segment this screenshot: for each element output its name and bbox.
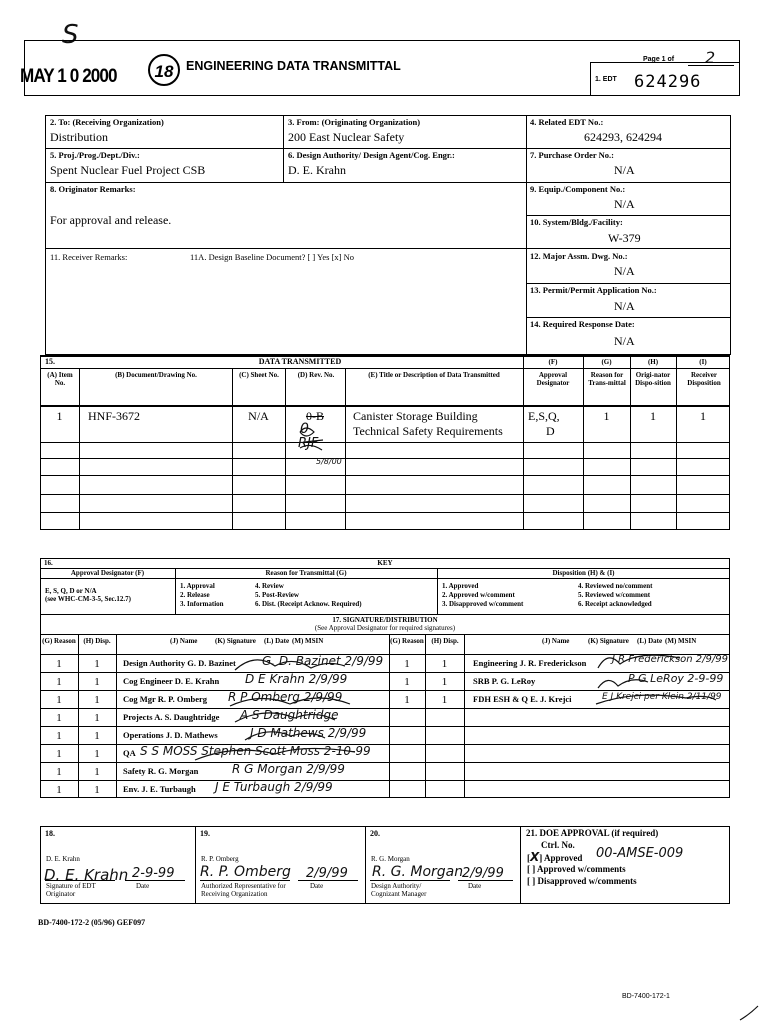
signature-subtitle: (See Approval Designator for required signatures) — [314, 624, 456, 632]
section-20-signature: R. G. Morgan — [372, 864, 464, 880]
signature-scrawl-right-1 — [598, 655, 680, 668]
form-number: BD-7400-172-2 (05/96) GEF097 — [38, 918, 146, 927]
section-19-signature-label: Authorized Representative for Receiving Organization — [201, 882, 286, 898]
related-edt-value: 624293, 624294 — [584, 130, 662, 144]
key-reason-1: 1. Approval — [180, 582, 215, 590]
project-label: 5. Proj./Prog./Dept./Div.: — [50, 150, 140, 160]
sig-disp: 1 — [94, 784, 100, 796]
edt-number: 624296 — [634, 72, 702, 92]
approved-checkbox-label: [X] Approved — [527, 850, 583, 864]
sig-header-signature-right: (K) Signature — [588, 637, 629, 645]
corner-pen-stroke — [740, 1006, 758, 1020]
sig-header-date-right: (L) Date — [637, 637, 663, 645]
section-16-number: 16. — [44, 559, 53, 567]
sig-disp: 1 — [94, 676, 100, 688]
key-disposition-4: 4. Reviewed no/comment — [578, 582, 653, 590]
sig-name: Design Authority G. D. Bazinet — [123, 658, 236, 668]
signature-scrawl-right-2 — [598, 680, 648, 688]
col-letter-i: (I) — [699, 358, 707, 366]
stamp-mark: S — [62, 20, 79, 50]
row-title-line-2: Technical Safety Requirements — [353, 424, 503, 438]
sig-handwriting: R G Morgan 2/9/99 — [232, 762, 345, 776]
key-reason-4: 4. Review — [255, 582, 284, 590]
section-18-signature: D. E. Krahn — [44, 866, 129, 884]
section-19-signature: R. P. Omberg — [200, 864, 291, 880]
sig-header-signature-left: (K) Signature — [215, 637, 256, 645]
row-rev-handwritten: 0 — [300, 421, 309, 437]
section-20-number: 20. — [370, 829, 380, 838]
signature-scrawl-1 — [235, 660, 345, 670]
sig-reason: 1 — [56, 694, 62, 706]
sig-disp: 1 — [94, 694, 100, 706]
sig-handwriting: J E Turbaugh 2/9/99 — [215, 780, 333, 794]
row-item: 1 — [56, 409, 63, 423]
from-label: 3. From: (Originating Organization) — [288, 117, 421, 127]
section-19-number: 19. — [200, 829, 210, 838]
section-20-date: 2/9/99 — [462, 866, 504, 881]
row-sheet: N/A — [248, 409, 269, 423]
sig-disp: 1 — [94, 730, 100, 742]
sig-name: Env. J. E. Turbaugh — [123, 784, 196, 794]
sig-name: Cog Mgr R. P. Omberg — [123, 694, 208, 704]
sig-header-reason-left: (G) Reason — [42, 637, 76, 645]
sig-disp: 1 — [441, 694, 448, 706]
col-header-receiver-disp: Receiver Disposition — [687, 371, 721, 387]
sig-header-name-left: (J) Name — [170, 637, 198, 645]
data-transmitted-title: DATA TRANSMITTED — [258, 357, 342, 366]
section-19-date: 2/9/99 — [306, 866, 348, 881]
section-15-number: 15. — [45, 357, 55, 366]
sig-header-msin-left: (M) MSIN — [292, 637, 324, 645]
section-18-date: 2-9-99 — [132, 866, 175, 881]
key-reason-2: 2. Release — [180, 591, 210, 599]
section-20-date-label: Date — [468, 882, 482, 890]
sig-handwriting: R P Omberg 2/9/99 — [228, 690, 343, 704]
col-header-item: (A) Item No. — [47, 371, 73, 387]
section-18-number: 18. — [45, 829, 55, 838]
key-col-disposition-title: Disposition (H) & (I) — [552, 569, 615, 577]
major-assembly-label: 12. Major Assm. Dwg. No.: — [530, 251, 628, 261]
from-value: 200 East Nuclear Safety — [288, 130, 405, 144]
col-header-sheet: (C) Sheet No. — [239, 371, 279, 379]
sig-disp: 1 — [94, 748, 100, 760]
design-baseline-label: 11A. Design Baseline Document? [ ] Yes [x] No — [190, 252, 354, 262]
sig-reason: 1 — [56, 730, 62, 742]
sig-reason: 1 — [56, 658, 62, 670]
design-authority-value: D. E. Krahn — [288, 163, 346, 177]
col-header-originator-disp: Origi-nator Dispo-sition — [635, 371, 671, 387]
signature-scrawl-4 — [235, 713, 335, 722]
sig-handwriting: P G LeRoy 2-9-99 — [628, 672, 724, 685]
design-authority-label: 6. Design Authority/ Design Agent/Cog. Engr.: — [288, 150, 455, 160]
col-header-doc: (B) Document/Drawing No. — [115, 371, 197, 379]
permit-label: 13. Permit/Permit Application No.: — [530, 285, 657, 295]
key-disposition-2: 2. Approved w/comment — [442, 591, 515, 599]
key-disposition-5: 5. Reviewed w/comment — [578, 591, 651, 599]
sig-header-reason-right: (G) Reason — [390, 637, 424, 645]
purchase-order-label: 7. Purchase Order No.: — [530, 150, 614, 160]
col-header-reason: Reason for Trans-mittal — [588, 371, 626, 387]
sig-name: SRB P. G. LeRoy — [473, 676, 536, 686]
row-approval-designator: E,S,Q, — [528, 409, 560, 423]
major-assembly-value: N/A — [614, 264, 635, 278]
row-rev: 0-B — [306, 409, 324, 423]
sig-handwriting: A S Daughtridge — [240, 708, 339, 722]
col-header-title: (E) Title or Description of Data Transmitted — [368, 371, 500, 379]
received-date-stamp: MAY 1 0 2000 — [20, 66, 117, 87]
col-letter-h: (H) — [647, 358, 659, 366]
system-value: W-379 — [608, 231, 641, 245]
sig-name: QA — [123, 748, 136, 758]
sig-reason: 1 — [404, 658, 410, 670]
rev-strike-loop — [300, 428, 323, 450]
disapproved-with-comments-label: [ ] Disapproved w/comments — [527, 876, 637, 886]
sig-reason: 1 — [56, 676, 62, 688]
page-label: Page 1 of — [643, 56, 675, 63]
equipment-label: 9. Equip./Component No.: — [530, 184, 626, 194]
sig-handwriting: G. D. Bazinet 2/9/99 — [262, 654, 384, 668]
sig-reason: 1 — [56, 784, 62, 796]
section-18-name: D. E. Krahn — [46, 855, 80, 863]
sig-header-date-left: (L) Date — [264, 637, 290, 645]
col-letter-g: (G) — [601, 358, 612, 366]
sig-name: FDH ESH & Q E. J. Krejci — [473, 694, 572, 704]
sig-handwriting: E J Krejci per Klein 2/11/99 — [602, 692, 722, 702]
sig-reason: 1 — [56, 748, 62, 760]
sig-name: Safety R. G. Morgan — [123, 766, 199, 776]
signature-scrawl-right-3 — [596, 695, 716, 704]
sig-reason: 1 — [404, 694, 410, 706]
key-col-approval-title: Approval Designator (F) — [70, 569, 145, 577]
sig-header-disp-right: (H) Disp. — [431, 637, 459, 645]
sig-header-name-right: (J) Name — [542, 637, 570, 645]
sig-disp: 1 — [94, 712, 100, 724]
sig-name: Operations J. D. Mathews — [123, 730, 218, 740]
equipment-value: N/A — [614, 197, 635, 211]
sig-disp: 1 — [441, 658, 448, 670]
project-value: Spent Nuclear Fuel Project CSB — [50, 163, 206, 177]
response-date-label: 14. Required Response Date: — [530, 319, 635, 329]
key-designator-line-1: E, S, Q, D or N/A — [45, 587, 97, 595]
permit-value: N/A — [614, 299, 635, 313]
sig-handwriting: J R Frederickson 2/9/99 — [612, 654, 728, 665]
section-18-signature-label: Signature of EDT Originator — [46, 882, 96, 898]
row-originator-disposition: 1 — [650, 409, 656, 423]
doe-approval-label: 21. DOE APPROVAL (if required) — [526, 828, 659, 838]
page-total: 2 — [705, 48, 716, 67]
signature-scrawl-6 — [195, 748, 355, 760]
sig-handwriting: D E Krahn 2/9/99 — [245, 672, 348, 686]
to-value: Distribution — [50, 130, 109, 144]
signature-scrawl-5 — [245, 732, 325, 740]
sig-header-msin-right: (M) MSIN — [665, 637, 697, 645]
row-receiver-disposition: 1 — [700, 409, 706, 423]
row-title-line-1: Canister Storage Building — [353, 409, 478, 423]
key-disposition-6: 6. Receipt acknowledged — [578, 600, 652, 608]
response-date-value: N/A — [614, 334, 635, 348]
signature-scrawl-3 — [230, 698, 350, 706]
receiver-remarks-label: 11. Receiver Remarks: — [50, 252, 128, 262]
ctrl-number-label: Ctrl. No. — [541, 840, 575, 850]
purchase-order-value: N/A — [614, 163, 635, 177]
originator-remarks-value: For approval and release. — [50, 213, 172, 227]
section-18-date-label: Date — [136, 882, 150, 890]
to-label: 2. To: (Receiving Organization) — [50, 117, 164, 127]
row-doc-number: HNF-3672 — [88, 409, 141, 423]
row-reason: 1 — [603, 409, 610, 423]
section-20-signature-label: Design Authority/ Cognizant Manager — [371, 882, 427, 898]
stamp-number: 18 — [154, 62, 174, 81]
sig-reason: 1 — [404, 676, 410, 688]
sig-header-disp-left: (H) Disp. — [83, 637, 111, 645]
key-reason-5: 5. Post-Review — [255, 591, 299, 599]
sig-disp: 1 — [94, 766, 100, 778]
row-rev-date: 5/8/00 — [316, 457, 342, 466]
section-20-name: R. G. Morgan — [371, 855, 410, 863]
col-header-approval: Approval Designator — [536, 371, 570, 387]
sig-reason: 1 — [56, 712, 62, 724]
signature-title: 17. SIGNATURE/DISTRIBUTION — [332, 616, 438, 624]
originator-remarks-label: 8. Originator Remarks: — [50, 184, 136, 194]
col-letter-f: (F) — [548, 358, 558, 366]
section-19-date-label: Date — [310, 882, 324, 890]
key-disposition-3: 3. Disapproved w/comment — [442, 600, 524, 608]
sig-disp: 1 — [94, 658, 100, 670]
section-19-name: R. P. Omberg — [201, 855, 239, 863]
key-title: KEY — [377, 559, 393, 567]
sig-name: Cog Engineer D. E. Krahn — [123, 676, 220, 686]
edt-label: 1. EDT — [595, 76, 617, 83]
row-approval-designator-2: D — [546, 424, 555, 438]
sig-reason: 1 — [56, 766, 62, 778]
page-title: ENGINEERING DATA TRANSMITTAL — [186, 59, 401, 73]
row-rev-initials: RJF — [298, 436, 319, 451]
form-number-right: BD-7400-172-1 — [622, 993, 670, 1000]
approved-label: Approved — [544, 853, 583, 863]
sig-name: Projects A. S. Daughtridge — [123, 712, 220, 722]
col-header-rev: (D) Rev. No. — [297, 371, 335, 379]
key-disposition-1: 1. Approved — [442, 582, 479, 590]
system-label: 10. System/Bldg./Facility: — [530, 217, 623, 227]
key-reason-3: 3. Information — [180, 600, 224, 608]
approved-control-number: 00-AMSE-009 — [596, 846, 684, 861]
key-col-reason-title: Reason for Transmittal (G) — [265, 569, 347, 577]
key-designator-line-2: (see WHC-CM-3-5, Sec.12.7) — [45, 595, 131, 603]
approved-with-comments-label: [ ] Approved w/comments — [527, 864, 626, 874]
key-reason-6: 6. Dist. (Receipt Acknow. Required) — [255, 600, 362, 608]
sig-name: Engineering J. R. Frederickson — [473, 658, 587, 668]
sig-disp: 1 — [441, 676, 448, 688]
related-edt-label: 4. Related EDT No.: — [530, 117, 604, 127]
sig-handwriting: S S MOSS Stephen Scott Moss 2-10-99 — [140, 744, 371, 758]
sig-handwriting: J D Mathews 2/9/99 — [250, 726, 367, 740]
